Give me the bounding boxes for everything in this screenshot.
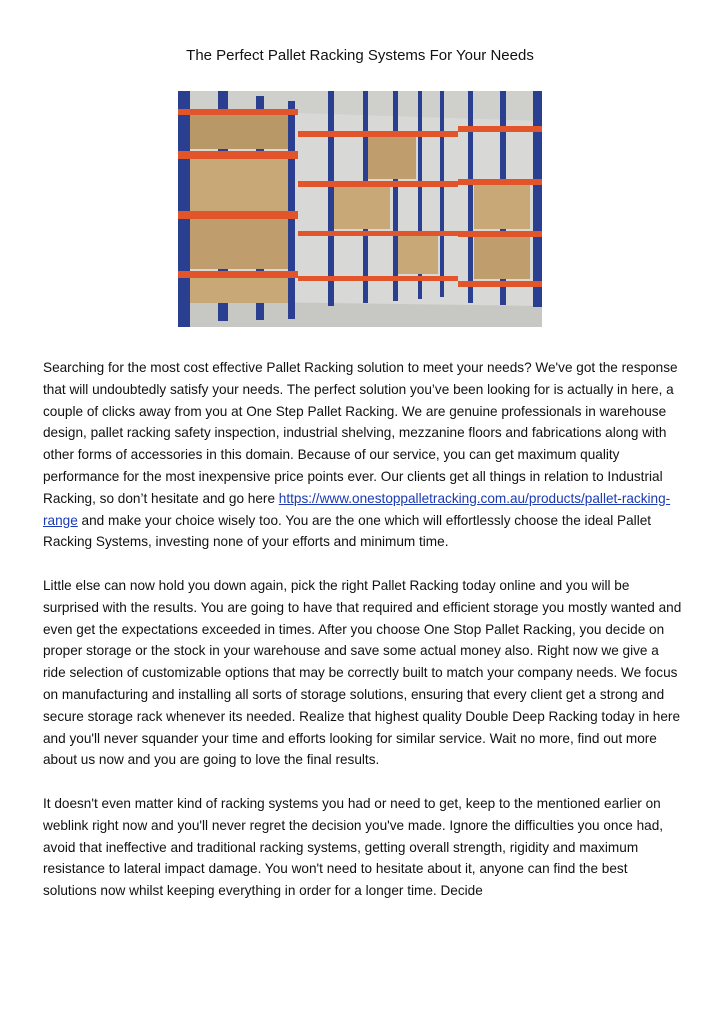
paragraph-1-text-before-link: Searching for the most cost effective Pallet Racking solution to meet your needs? We've got the response that will undoubtedly satisfy your needs. The perfect solution you’ve been looking for is actually in here, a couple of clicks away from you at One Step Pallet Racking. We are genuine professionals in warehouse design, pallet racking safety inspection, industrial shelving, mezzanine floors and fabrications along with other forms of accessories in this domain. Because of our service, you can get maximum quality performance for the most inexpensive price points ever. Our clients get all things in relation to Industrial Racking, so don’t hesitate and go here <box>43 360 678 506</box>
paragraph-2: Little else can now hold you down again, pick the right Pallet Racking today online and you will be surprised with the results. You are going to have that required and efficient storage you mostly wanted and even get the expectations exceeded in times. After you choose One Stop Pallet Racking, you decide on proper storage or the stock in your warehouse and save some actual money also. Right now we give a ride selection of customizable options that may be correctly built to match your company needs. We focus on manufacturing and installing all sorts of storage solutions, ensuring that every client get a strong and secure storage rack whenever its needed. Realize that highest quality Double Deep Racking today in here and you'll never squander your time and efforts looking for similar service. Wait no more, find out more about us now and you are going to love the final results. <box>43 577 682 768</box>
paragraph-1 <box>43 357 683 553</box>
warehouse-racking-photo <box>178 91 542 327</box>
paragraph-1-text-after-link: and make your choice wisely too. You are the one which will effortlessly choose the ideal Pallet Racking Systems, investing none of your efforts and minimum time. <box>43 512 652 550</box>
pallet-racking-range-link[interactable]: https://www.onestoppalletracking.com.au/products/pallet-racking-range <box>43 490 671 528</box>
paragraph-3: It doesn't even matter kind of racking systems you had or need to get, keep to the mentioned earlier on weblink right now and you'll never regret the decision you've made. Ignore the difficulties you once had, avoid that ineffective and traditional racking systems, getting overall strength, rigidity and maximum resistance to lateral impact damage. You won't need to hesitate about it, anyone can find the best solutions now whilst keeping everything in order for a longer time. Decide <box>43 795 664 899</box>
document-body <box>43 357 683 924</box>
document-title: The Perfect Pallet Racking Systems For Your Needs <box>186 47 534 64</box>
